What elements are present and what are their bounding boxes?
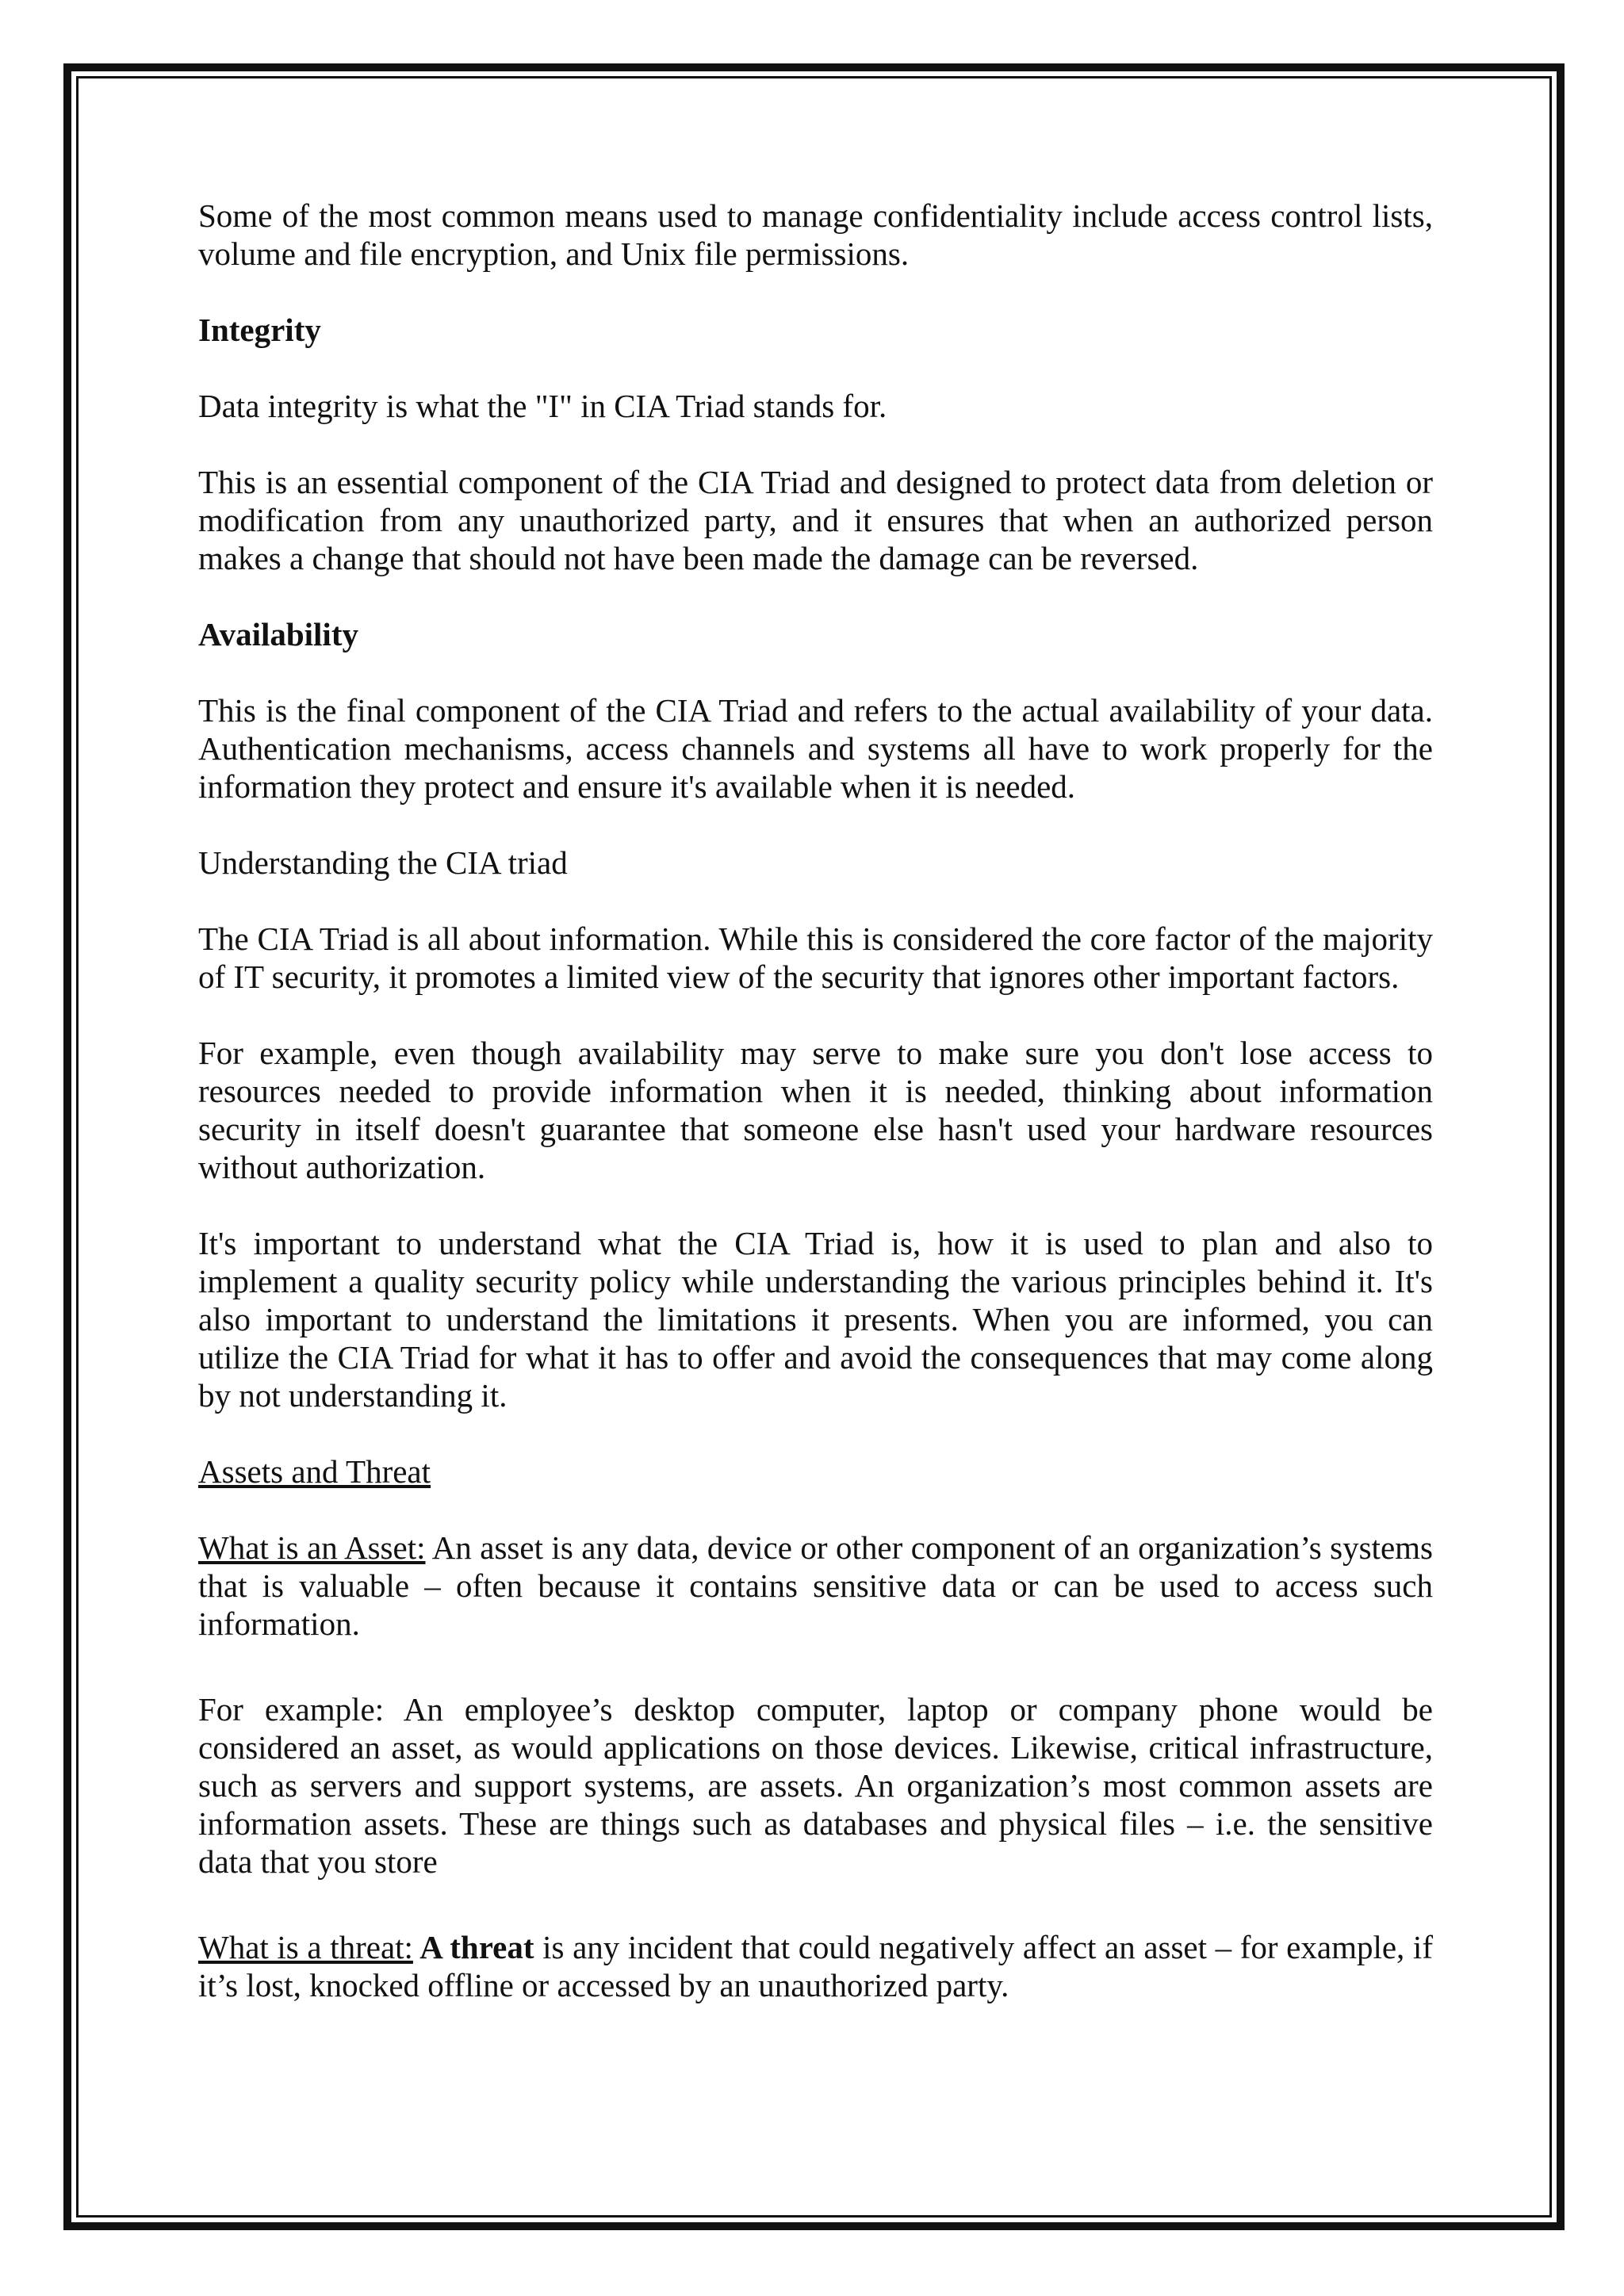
asset-definition-text: An asset is any data, device or other component of an organization’s systems that is valuable – often because it contains sensitive data or can be used to access such information. bbox=[198, 1529, 1433, 1642]
asset-label: What is an Asset: bbox=[198, 1529, 426, 1566]
availability-description-paragraph: This is the final component of the CIA Triad and refers to the actual availability of your data. Authentication mechanisms, access channels and systems all have to work properly for the information they protect and ensure it's available when it is needed. bbox=[198, 692, 1433, 805]
understanding-paragraph-3: It's important to understand what the CIA Triad is, how it is used to plan and also to implement a quality security policy while understanding the various principles behind it. It's also important to understand the limitations it presents. When you are informed, you can utilize the CIA Triad for what it has to offer and avoid the consequences that may come along by not understanding it. bbox=[198, 1225, 1433, 1414]
assets-threat-heading bbox=[198, 1452, 1433, 1490]
integrity-definition-paragraph: Data integrity is what the "I" in CIA Triad stands for. bbox=[198, 388, 887, 424]
confidentiality-means-paragraph: Some of the most common means used to manage confidentiality include access control lists, volume and file encryption, and Unix file permissions. bbox=[198, 197, 1433, 272]
understanding-paragraph-2: For example, even though availability may serve to make sure you don't lose access to resources needed to provide information when it is needed, thinking about information security in itself doesn't guarantee that someone else hasn't used your hardware resources without authorization. bbox=[198, 1035, 1433, 1185]
understanding-cia-heading: Understanding the CIA triad bbox=[198, 844, 568, 881]
document-body bbox=[198, 197, 1433, 2004]
threat-definition-text: is any incident that could negatively affect an asset – for example, if it’s lost, knocked offline or accessed by an unauthorized party. bbox=[198, 1929, 1433, 2003]
asset-example-paragraph: For example: An employee’s desktop computer, laptop or company phone would be considered an asset, as would applications on those devices. Likewise, critical infrastructure, such as servers and support systems, are assets. An organization’s most common assets are information assets. These are things such as databases and physical files – i.e. the sensitive data that you store bbox=[198, 1691, 1433, 1880]
threat-definition-paragraph bbox=[198, 1928, 1433, 2004]
integrity-description-paragraph: This is an essential component of the CIA Triad and designed to protect data from deletion or modification from any unauthorized party, and it ensures that when an authorized person makes a change that should not have been made the damage can be reversed. bbox=[198, 464, 1433, 576]
threat-bold-term: A threat bbox=[412, 1929, 534, 1965]
integrity-heading: Integrity bbox=[198, 312, 321, 348]
asset-definition-paragraph bbox=[198, 1529, 1433, 1643]
availability-heading: Availability bbox=[198, 616, 358, 652]
threat-label: What is a threat: bbox=[198, 1929, 413, 1965]
understanding-paragraph-1: The CIA Triad is all about information. While this is considered the core factor of the majority of IT security, it promotes a limited view of the security that ignores other important factors. bbox=[198, 920, 1433, 995]
assets-threat-heading-text: Assets and Threat bbox=[198, 1453, 431, 1490]
